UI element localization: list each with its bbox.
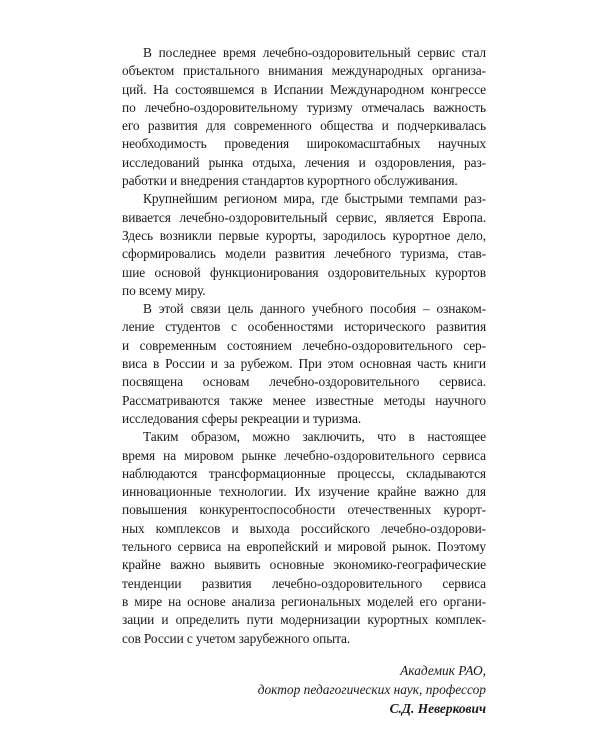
text-line: ных комплексов и выхода российского лечебно-оздорови- (122, 520, 486, 536)
text-line: инновационные технологии. Их изучение крайне важно для (122, 484, 486, 500)
text-line: необходимость проведения широкомасштабных научных (122, 136, 486, 152)
paragraph-2 (122, 190, 486, 300)
text-line: Крупнейшим регионом мира, где быстрыми темпами раз- (143, 191, 486, 207)
text-line: Здесь возникли первые курорты, зародилось курортное дело, (122, 227, 486, 243)
text-line: время на мировом рынке лечебно-оздоровительного сервиса (122, 447, 486, 463)
paragraph-4 (122, 428, 486, 648)
author-name: С.Д. Неверкович (389, 700, 486, 716)
text-line: сформировались модели развития лечебного туризма, став- (122, 246, 486, 262)
text-line: крайне важно выявить основные экономико-географические (122, 557, 486, 573)
text-line: тенденции развития лечебно-оздоровительного сервиса (122, 575, 486, 591)
text-line: В последнее время лечебно-оздоровительный сервис стал (143, 45, 486, 60)
text-line: ление студентов с особенностями исторического развития (122, 319, 486, 335)
text-line: Таким образом, можно заключить, что в настоящее (143, 429, 486, 445)
text-line: сов России с учетом зарубежного опыта. (122, 630, 351, 646)
text-line: и современным состоянием лечебно-оздоровительного сер- (122, 337, 486, 353)
text-line: тельного сервиса на европейский и мировой рынок. Поэтому (122, 539, 486, 555)
text-line: шие основой функционирования оздоровительных курортов (122, 264, 486, 280)
text-line: по всему миру. (122, 282, 206, 298)
text-line: наблюдаются трансформационные процессы, складываются (122, 465, 486, 481)
author-position: Академик РАО, (400, 662, 486, 678)
text-line: виса в России и за рубежом. При этом основная часть книги (122, 356, 486, 372)
paragraph-3 (122, 300, 486, 428)
text-line: работки и внедрения стандартов курортного обслуживания. (122, 173, 458, 189)
text-line: зации и определить пути модернизации курортных комплек- (122, 612, 486, 628)
text-line: исследований рынка отдыха, лечения и оздоровления, раз- (122, 154, 486, 170)
text-line: объектом пристального внимания международных организа- (122, 63, 486, 79)
text-line: в мире на основе анализа региональных моделей его органи- (122, 593, 486, 609)
text-line: повышения конкурентоспособности отечественных курорт- (122, 502, 486, 518)
text-line: его развития для современного общества и подчеркивалась (122, 118, 486, 134)
text-line: Рассматриваются также менее известные методы научного (122, 392, 486, 408)
author-signature (122, 661, 486, 718)
text-line: ций. На состоявшемся в Испании Международном конгрессе (122, 81, 486, 97)
paragraph-1 (122, 44, 486, 190)
text-line: вивается лечебно-оздоровительный сервис, является Европа. (122, 209, 486, 225)
text-line: посвящена основам лечебно-оздоровительного сервиса. (122, 374, 486, 390)
text-line: В этой связи цель данного учебного пособия – ознаком- (143, 301, 486, 317)
author-degree: доктор педагогических наук, профессор (257, 681, 486, 697)
document-page (122, 44, 486, 718)
text-line: по лечебно-оздоровительному туризму отмечалась важность (122, 99, 486, 115)
text-line: исследования сферы рекреации и туризма. (122, 410, 362, 426)
